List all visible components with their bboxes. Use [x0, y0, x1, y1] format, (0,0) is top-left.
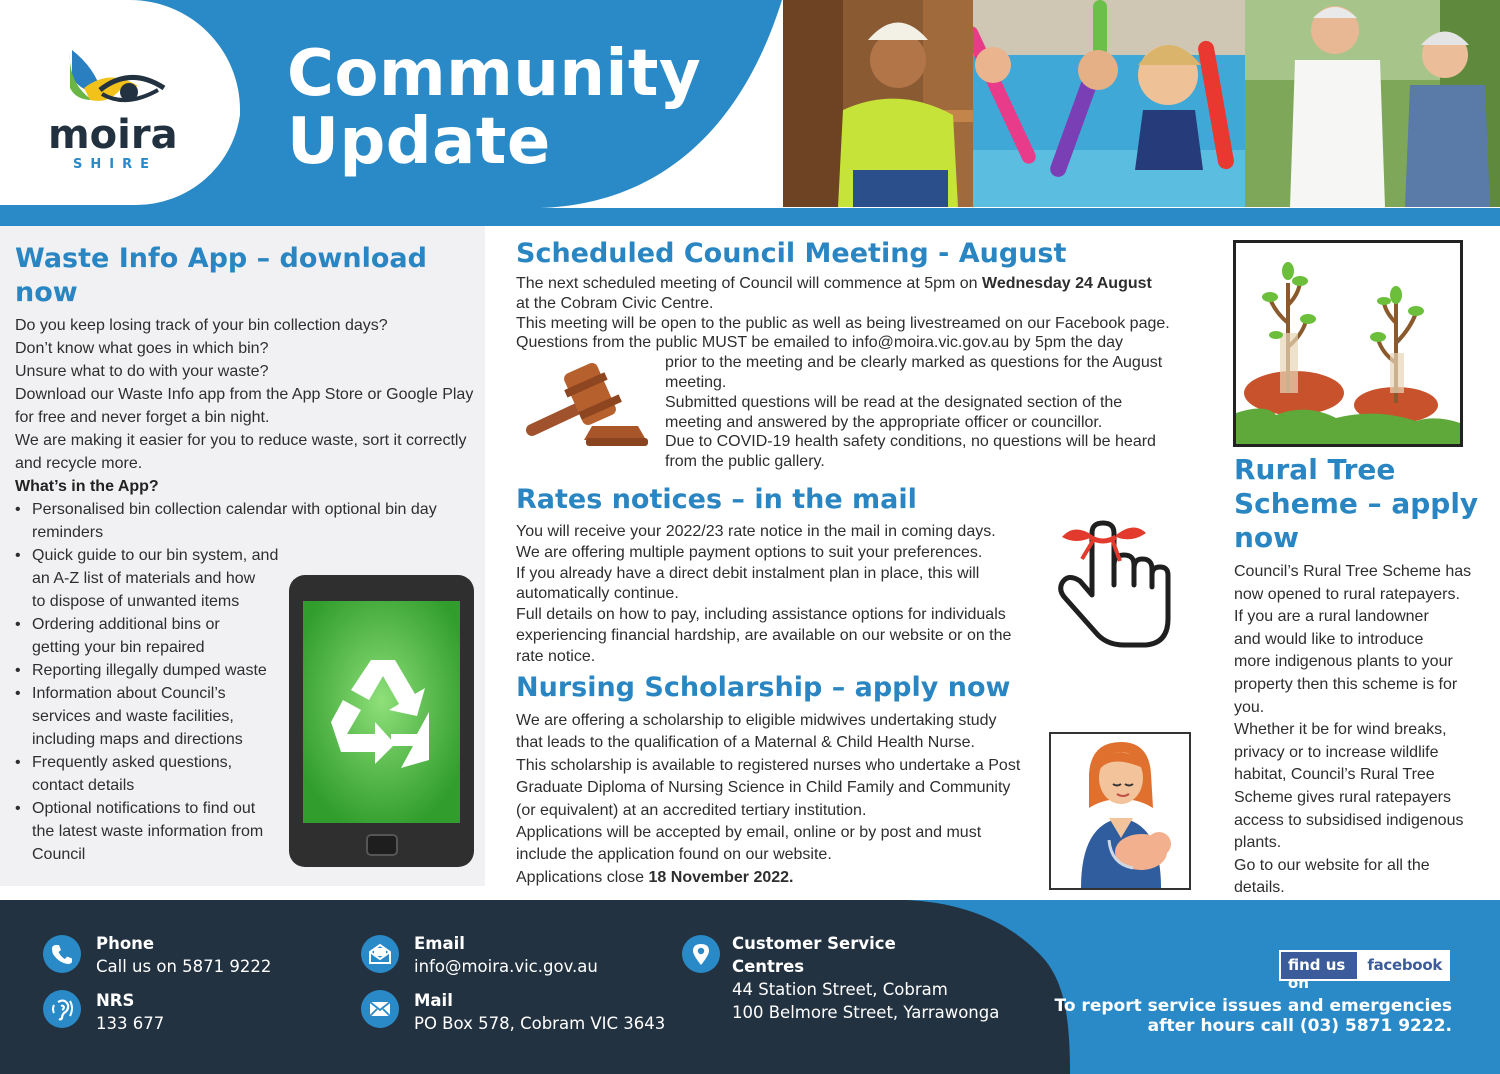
- location-pin-icon: [682, 935, 720, 973]
- rural-text: Whether it be for wind breaks,: [1234, 721, 1447, 739]
- hearing-icon: [43, 990, 81, 1028]
- list-item-cont: contact details: [32, 777, 135, 794]
- facebook-badge[interactable]: [1279, 950, 1450, 992]
- rural-text: habitat, Council’s Rural Tree: [1234, 766, 1435, 784]
- rural-text: plants.: [1234, 834, 1282, 852]
- list-item-cont: getting your bin repaired: [32, 639, 205, 656]
- rural-text: Go to our website for all the: [1234, 856, 1430, 874]
- rural-text: Scheme gives rural ratepayers: [1234, 788, 1451, 806]
- list-item-cont: Council: [32, 846, 86, 863]
- rural-text: now opened to rural ratepayers.: [1234, 585, 1460, 603]
- centre-address: 100 Belmore Street, Yarrawonga: [732, 1003, 1000, 1022]
- list-item: • Frequently asked questions,: [15, 751, 465, 774]
- waste-intro-line: Download our Waste Info app from the App Store or Google Play for free and never forget a bin night.: [15, 386, 474, 426]
- list-item: • Reporting illegally dumped waste: [15, 659, 465, 682]
- waste-subhead: What’s in the App?: [15, 478, 159, 495]
- title-line-2: Update: [287, 105, 551, 179]
- mail-contact: [414, 989, 665, 1035]
- meeting-text: meeting and answered by the appropriate officer or councillor.: [665, 413, 1103, 431]
- rural-text: privacy or to increase wildlife: [1234, 743, 1439, 761]
- nursing-close-text: Applications close: [516, 868, 649, 886]
- customer-service-contact: [732, 932, 999, 1024]
- nrs-label: NRS: [96, 991, 135, 1010]
- list-item-cont: services and waste facilities,: [32, 708, 234, 725]
- rates-title: Rates notices – in the mail: [516, 484, 917, 515]
- rates-notices-section: [516, 484, 1046, 668]
- header-banner: [0, 0, 1500, 226]
- waste-info-section: [0, 226, 485, 886]
- mail-label: Mail: [414, 991, 453, 1010]
- nursing-text: include the application found on our website.: [516, 846, 832, 864]
- waste-intro-line: We are making it easier for you to reduce waste, sort it correctly and recycle more.: [15, 432, 467, 472]
- tree-planting-illustration: [1233, 240, 1463, 447]
- list-item: • Quick guide to our bin system, and: [15, 544, 465, 567]
- title-line-1: Community: [287, 37, 702, 111]
- meeting-text: The next scheduled meeting of Council will commence at 5pm on: [516, 275, 983, 292]
- rural-text: If you are a rural landowner: [1234, 608, 1429, 626]
- nursing-text: This scholarship is available to registered nurses who undertake a Post: [516, 756, 1021, 774]
- photo-worker: [783, 0, 973, 207]
- list-item: • Information about Council’s: [15, 682, 465, 705]
- meeting-date: Wednesday 24 August: [982, 275, 1152, 292]
- meeting-text: This meeting will be open to the public as well as being livestreamed on our Facebook page.: [516, 314, 1170, 332]
- meeting-text: from the public gallery.: [665, 453, 825, 471]
- list-item: • Optional notifications to find out: [15, 797, 465, 820]
- nurse-illustration: [1049, 732, 1191, 890]
- rates-text: We are offering multiple payment options to suit your preferences.: [516, 543, 983, 561]
- gavel-icon: [520, 360, 655, 450]
- contact-footer: [0, 900, 1500, 1074]
- waste-intro: [15, 314, 477, 498]
- waste-intro-line: Unsure what to do with your waste?: [15, 363, 269, 380]
- rural-title-line: now: [1234, 521, 1300, 554]
- rates-body: [516, 522, 1046, 668]
- nrs-value[interactable]: 133 677: [96, 1014, 165, 1033]
- photo-elderly-couple: [1245, 0, 1500, 207]
- logo-subtext: SHIRE: [73, 157, 157, 172]
- page-title: [287, 37, 702, 179]
- meeting-title: Scheduled Council Meeting - August: [516, 238, 1067, 269]
- centres-label: Centres: [732, 957, 805, 976]
- list-item: • Personalised bin collection calendar with optional bin day reminders: [15, 498, 465, 544]
- phone-value[interactable]: Call us on 5871 9222: [96, 957, 272, 976]
- facebook-badge-logo: facebook: [1367, 956, 1442, 974]
- nursing-text: (or equivalent) at an accredited tertiary institution.: [516, 801, 867, 819]
- rates-text: experiencing financial hardship, are available on our website or on the: [516, 626, 1012, 644]
- nursing-scholarship-section: [516, 672, 1046, 889]
- centre-address: 44 Station Street, Cobram: [732, 980, 948, 999]
- waste-title: Waste Info App – download now: [15, 243, 427, 308]
- photo-swimming-kids: [973, 0, 1245, 207]
- nursing-text: that leads to the qualification of a Maternal & Child Health Nurse.: [516, 734, 975, 752]
- reminder-finger-icon: [1054, 503, 1174, 648]
- email-link[interactable]: info@moira.vic.gov.au: [414, 957, 598, 976]
- rates-text: You will receive your 2022/23 rate notice in the mail in coming days.: [516, 523, 996, 540]
- rural-title-line: Scheme – apply: [1234, 487, 1479, 520]
- logo-wordmark: moira: [48, 112, 178, 158]
- centres-label: Customer Service: [732, 934, 896, 953]
- nursing-title: Nursing Scholarship – apply now: [516, 672, 1011, 703]
- waste-intro-line: Don’t know what goes in which bin?: [15, 340, 269, 357]
- nursing-text: We are offering a scholarship to eligible midwives undertaking study: [516, 712, 997, 729]
- nrs-contact: [96, 989, 164, 1035]
- list-item-cont: including maps and directions: [32, 731, 243, 748]
- nursing-close-date: 18 November 2022.: [648, 868, 794, 886]
- rural-text: property then this scheme is for: [1234, 675, 1458, 693]
- meeting-text: meeting.: [665, 373, 727, 391]
- after-hours-line: To report service issues and emergencies: [1054, 996, 1452, 1016]
- nursing-text: Applications will be accepted by email, online or by post and must: [516, 824, 982, 842]
- phone-label: Phone: [96, 934, 155, 953]
- rural-text: more indigenous plants to your: [1234, 653, 1453, 671]
- list-item-cont: to dispose of unwanted items: [32, 593, 240, 610]
- rural-title: [1234, 453, 1484, 555]
- rates-text: automatically continue.: [516, 585, 679, 603]
- rates-text: rate notice.: [516, 647, 596, 665]
- rates-text: Full details on how to pay, including assistance options for individuals: [516, 606, 1006, 624]
- mail-icon: [361, 990, 399, 1028]
- email-icon: [361, 935, 399, 973]
- nursing-body: [516, 710, 1046, 889]
- list-item: • Ordering additional bins or: [15, 613, 465, 636]
- recycle-phone-icon: [285, 571, 478, 871]
- mail-value: PO Box 578, Cobram VIC 3643: [414, 1014, 666, 1033]
- rates-text: If you already have a direct debit instalment plan in place, this will: [516, 564, 980, 582]
- rural-title-line: Rural Tree: [1234, 453, 1396, 486]
- email-label: Email: [414, 934, 465, 953]
- meeting-text: at the Cobram Civic Centre.: [516, 294, 714, 312]
- rural-text: Council’s Rural Tree Scheme has: [1234, 563, 1472, 580]
- rural-text: access to subsidised indigenous: [1234, 811, 1464, 829]
- rural-tree-section: [1234, 453, 1484, 900]
- rural-body: [1234, 561, 1484, 900]
- meeting-text: Due to COVID-19 health safety conditions, no questions will be heard: [665, 433, 1156, 451]
- phone-contact: [96, 932, 271, 978]
- waste-intro-line: Do you keep losing track of your bin collection days?: [15, 317, 388, 334]
- rural-text: and would like to introduce: [1234, 630, 1424, 648]
- after-hours-line: after hours call (03) 5871 9222.: [1147, 1016, 1452, 1036]
- phone-icon: [43, 935, 81, 973]
- nursing-text: Graduate Diploma of Nursing Science in Child Family and Community: [516, 779, 1011, 797]
- list-item-cont: an A-Z list of materials and how: [32, 570, 256, 587]
- meeting-text: prior to the meeting and be clearly marked as questions for the August: [665, 354, 1163, 372]
- list-item-cont: the latest waste information from: [32, 823, 264, 840]
- rural-text: you.: [1234, 698, 1265, 716]
- facebook-badge-prefix: find us on: [1281, 952, 1357, 979]
- meeting-text: Questions from the public MUST be emailed to info@moira.vic.gov.au by 5pm the day: [516, 334, 1124, 352]
- meeting-text: Submitted questions will be read at the designated section of the: [665, 393, 1123, 411]
- after-hours-notice: [1055, 996, 1453, 1036]
- email-contact: [414, 932, 598, 978]
- rural-text: details.: [1234, 879, 1285, 897]
